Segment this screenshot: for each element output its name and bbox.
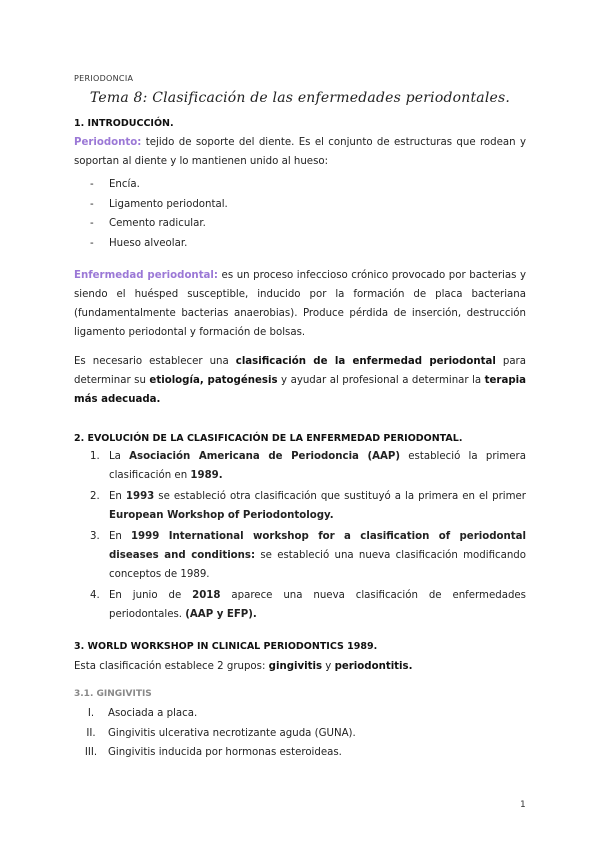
page-title: Tema 8: Clasificación de las enfermedades periodontales. <box>89 90 511 106</box>
list-item: 3. En 1999 International workshop for a clasification of periodontal diseases and conditions: se estableció una nueva clasificación modificando conceptos de 1989. <box>90 531 527 580</box>
list-item: - Ligamento periodontal. <box>90 198 228 210</box>
list-item: II. Gingivitis ulcerativa necrotizante aguda (GUNA). <box>86 727 356 739</box>
structures-list <box>90 175 228 253</box>
groups-paragraph: Esta clasificación establece 2 grupos: gingivitis y periodontitis. <box>74 661 413 672</box>
list-item: 1. La Asociación Americana de Periodoncia (AAP) estableció la primera clasificación en 1989. <box>90 451 526 481</box>
page-number: 1 <box>520 800 526 810</box>
list-item: - Encía. <box>90 179 140 190</box>
list-item: I. Asociada a placa. <box>87 708 198 719</box>
clasificacion-paragraph: Es necesario establecer una clasificación de la enfermedad periodontal para determinar su etiología, patogénesis y ayudar al profesional a determinar la terapia más adecuada. <box>74 356 526 405</box>
periodonto-text: tejido de soporte del diente. Es el conjunto de estructuras que rodean y soportan al diente y lo mantienen unido al hueso: <box>74 137 526 167</box>
list-item: - Hueso alveolar. <box>90 237 188 249</box>
running-header: PERIODONCIA <box>74 74 134 83</box>
section-1-heading: 1. INTRODUCCIÓN. <box>74 118 174 129</box>
section-3-1-heading: 3.1. GINGIVITIS <box>74 689 152 699</box>
gingivitis-list <box>74 704 356 763</box>
section-2-heading: 2. EVOLUCIÓN DE LA CLASIFICACIÓN DE LA ENFERMEDAD PERIODONTAL. <box>74 433 463 444</box>
list-item: 2. En 1993 se estableció otra clasificación que sustituyó a la primera en el primer European Workshop of Periodontology. <box>90 491 526 521</box>
enfermedad-term: Enfermedad periodontal: <box>74 270 218 281</box>
section-3-heading: 3. WORLD WORKSHOP IN CLINICAL PERIODONTICS 1989. <box>74 641 378 652</box>
periodonto-paragraph <box>74 133 526 171</box>
enfermedad-text: es un proceso infeccioso crónico provocado por bacterias y siendo el huésped susceptible, inducido por la formación de placa bacteriana (fundamentalmente bacterias anaerobias). Produce pérdida de inserción, destrucción ligamento periodontal y formación de bolsas. <box>74 270 526 338</box>
list-item: 4. En junio de 2018 aparece una nueva clasificación de enfermedades periodontales. (AAP y EFP). <box>90 590 526 620</box>
list-item: - Cemento radicular. <box>90 218 206 229</box>
periodonto-term: Periodonto: <box>74 137 142 148</box>
enfermedad-paragraph <box>74 266 526 342</box>
list-item: III. Gingivitis inducida por hormonas esteroideas. <box>84 747 342 758</box>
evolution-list <box>90 447 526 626</box>
